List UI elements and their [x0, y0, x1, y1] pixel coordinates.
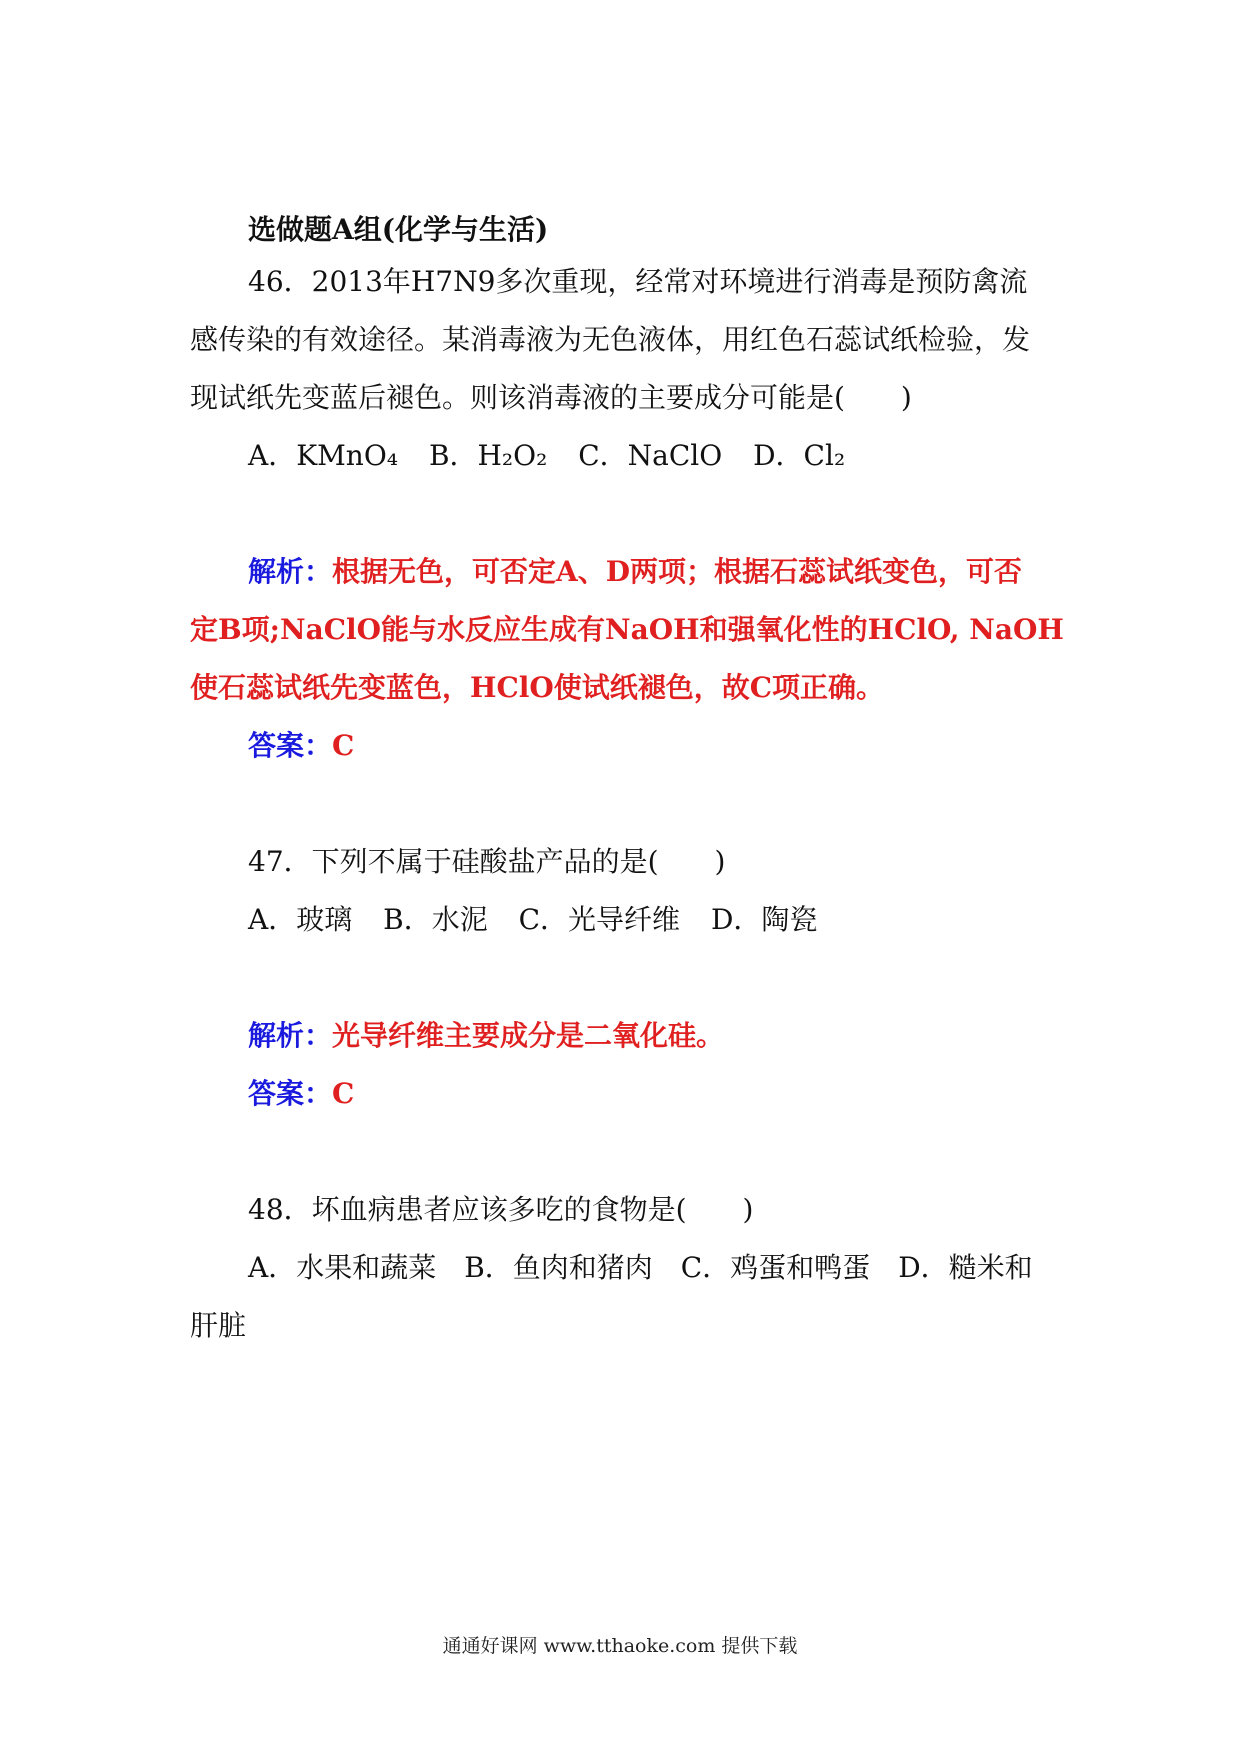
question-47-options	[248, 900, 839, 940]
answer-value: C	[332, 729, 355, 762]
question-47-line-1: 47．下列不属于硅酸盐产品的是( )	[248, 845, 726, 878]
question-48-options-line-wrap: 肝脏	[190, 1309, 247, 1342]
answer-label: 答案：	[248, 1077, 333, 1110]
question-46-line-2: 感传染的有效途径。某消毒液为无色液体，用红色石蕊试纸检验，发	[190, 323, 1031, 356]
question-46-analysis-line-3: 使石蕊试纸先变蓝色，HClO使试纸褪色，故C项正确。	[190, 671, 885, 704]
question-48-line-1: 48．坏血病患者应该多吃的食物是( )	[248, 1193, 754, 1226]
question-47-answer	[248, 1074, 354, 1114]
page-footer: 通通好课网 www.tthaoke.com 提供下载	[442, 1635, 798, 1657]
option-c: C．NaClO	[578, 439, 723, 472]
option-b: B．H₂O₂	[428, 439, 548, 472]
question-46-line-1: 46．2013年H7N9多次重现，经常对环境进行消毒是预防禽流	[248, 265, 1028, 298]
section-title: 选做题A组(化学与生活)	[248, 213, 549, 246]
question-46-analysis-line-2: 定B项;NaClO能与水反应生成有NaOH和强氧化性的HClO, NaOH	[190, 613, 1064, 646]
analysis-text: 根据无色，可否定A、D两项；根据石蕊试纸变色，可否	[332, 555, 1023, 588]
option-d: D．Cl₂	[753, 439, 846, 472]
option-b: B．水泥	[383, 903, 488, 936]
question-47-analysis	[248, 1016, 724, 1056]
analysis-text: 光导纤维主要成分是二氧化硅。	[332, 1019, 725, 1052]
analysis-label: 解析：	[248, 1019, 333, 1052]
answer-label: 答案：	[248, 729, 333, 762]
answer-value: C	[332, 1077, 355, 1110]
question-46-options	[248, 436, 867, 476]
option-a: A．KMnO₄	[248, 439, 399, 472]
question-46-line-3: 现试纸先变蓝后褪色。则该消毒液的主要成分可能是( )	[190, 381, 912, 414]
option-a: A．玻璃	[248, 903, 353, 936]
option-d: D．陶瓷	[710, 903, 818, 936]
option-c: C．光导纤维	[518, 903, 681, 936]
analysis-label: 解析：	[248, 555, 333, 588]
question-48-options-line: A．水果和蔬菜 B．鱼肉和猪肉 C．鸡蛋和鸭蛋 D．糙米和	[248, 1251, 1033, 1284]
question-46-answer	[248, 726, 354, 766]
question-46-analysis-line-1	[248, 552, 1022, 592]
